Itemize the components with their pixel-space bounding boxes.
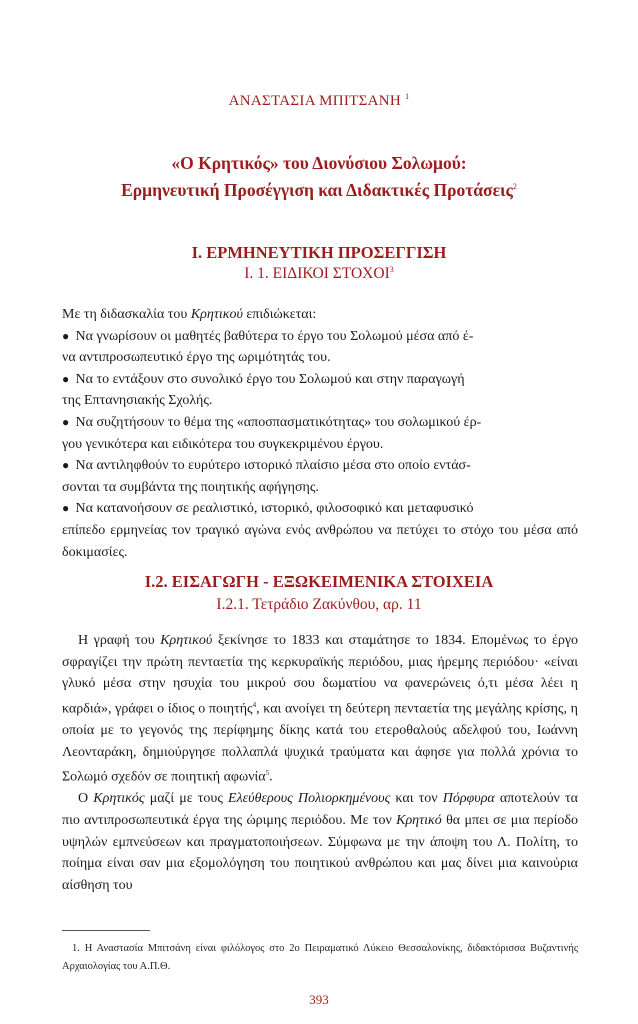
- p2-emphasis-1: Κρητικός: [93, 791, 145, 807]
- p2-text-d: αποτελούν τα πιο αντιπροσωπευτικά έργα της ώριμης περιόδου. Με τον: [62, 791, 578, 829]
- objective-text: Να το εντάξουν στο συνολικό έργο του Σολωμού και στην παραγωγή: [75, 371, 465, 387]
- objective-text: Να αντιληφθούν το ευρύτερο ιστορικό πλαίσιο μέσα στο οποίο εντάσ-: [75, 458, 471, 474]
- author-footnote-ref: 1: [405, 92, 410, 101]
- objective-text-cont: να αντιπροσωπευτικό έργο της ωριμότητάς του.: [62, 350, 331, 366]
- author-name: [0, 92, 638, 110]
- objective-text: Να γνωρίσουν οι μαθητές βαθύτερα το έργο του Σολωμού μέσα από έ-: [75, 328, 474, 344]
- objective-item: [62, 369, 578, 412]
- p1-emphasis: Κρητικού: [160, 633, 213, 648]
- objective-item: [62, 326, 578, 369]
- section-1-subheading: [0, 265, 638, 283]
- objectives-block: [62, 304, 578, 563]
- objective-text: Να κατανοήσουν σε ρεαλιστικό, ιστορικό, φιλοσοφικό και μεταφυσικό: [75, 501, 474, 517]
- p2-text-b: μαζί με τους: [144, 791, 229, 807]
- title-line-1: «Ο Κρητικός» του Διονύσιου Σολωμού:: [171, 153, 467, 173]
- title-footnote-ref: 2: [512, 182, 517, 191]
- intro-post: επιδιώκεται:: [242, 307, 317, 322]
- objectives-intro: [62, 304, 578, 326]
- bullet-icon: ●: [62, 458, 70, 473]
- p2-text-c: και τον: [390, 791, 443, 807]
- p1-text-a: Η γραφή του: [78, 633, 161, 648]
- footnote-ref-5: 5: [265, 769, 270, 778]
- p1-text-b: ξεκίνησε το 1833 και σταμάτησε το 1834. Επομένως το έργο σφραγίζει την πρώτη πενταετία της κερκυραϊκής περιόδου, μιας ήρεμης περιόδου· «είναι γλυκό μέσα στην ησυχία του μικρού σου δωματίου να φανερώνεις ό,τι μέσα λέει η καρδιά», γράφει ο ίδιος ο ποιητής: [62, 633, 579, 717]
- bullet-icon: ●: [62, 371, 70, 386]
- objective-text: Να συζητήσουν το θέμα της «αποσπασματικότητας» του σολωμικού έρ-: [75, 414, 482, 430]
- bullet-icon: ●: [62, 501, 70, 516]
- main-text: [62, 630, 578, 896]
- p1-text-c: , και ανοίγει τη δεύτερη πενταετία της μεγάλης κρίσης, η οποία με το γεγονός της περίφημης δίκης κατά του ετεροθαλούς αδελφού του, Ιωάννη Λεονταράκη, δημιούργησε πολλαπλά ψυχικά τραύματα και άφησε για πολλά χρόνια το Σολωμό σχεδόν σε ποιητική αφωνία: [62, 701, 578, 785]
- footnote-divider: [62, 930, 150, 931]
- section-2-subheading: Ι.2.1. Τετράδιο Ζακύνθου, αρ. 11: [216, 596, 422, 613]
- p2-emphasis-2: Ελεύθερους Πολιορκημένους: [228, 791, 391, 807]
- objective-text-cont: γου γενικότερα και ειδικότερα του συγκεκριμένου έργου.: [62, 436, 384, 452]
- footnote: [62, 940, 578, 976]
- article-title: [30, 151, 608, 202]
- title-line-2: Ερμηνευτική Προσέγγιση και Διδακτικές Προτάσεις: [121, 179, 513, 200]
- p2-emphasis-4: Κρητικό: [396, 813, 442, 829]
- intro-emphasis: Κρητικού: [190, 307, 243, 322]
- objective-text-cont: σονται τα συμβάντα της ποιητικής αφήγησης.: [62, 479, 319, 495]
- objective-item: [62, 412, 578, 455]
- author-text: ΑΝΑΣΤΑΣΙΑ ΜΠΙΤΣΑΝΗ: [228, 93, 402, 109]
- p2-text-e: θα μπει σε μια περίοδο υψηλών εμπνεύσεων και πραγματοποιήσεων. Σύμφωνα με την άποψη του Λ. Πολίτη, το ποίημα είναι σαν μια εξομολόγηση του ποιητικού ανθρώπου και μας δίνει μια καινούρια αίσθηση του: [62, 813, 578, 893]
- footnote-ref-4: 4: [252, 700, 257, 709]
- footnote-text: 1. Η Αναστασία Μπιτσάνη είναι φιλόλογος στο 2ο Πειραματικό Λύκειο Θεσσαλονίκης, διδακτόρισσα Βυζαντινής Αρχαιολογίας του Α.Π.Θ.: [62, 943, 578, 972]
- p1-text-d: .: [269, 769, 273, 785]
- objective-item: [62, 455, 578, 498]
- paragraph-1: [62, 630, 578, 788]
- page-number: 393: [309, 992, 329, 1007]
- p2-emphasis-3: Πόρφυρα: [442, 791, 495, 807]
- objective-item: [62, 498, 578, 563]
- objective-text-cont: της Επτανησιακής Σχολής.: [62, 393, 213, 409]
- p2-text-a: Ο: [78, 791, 94, 807]
- bullet-icon: ●: [62, 328, 70, 343]
- section-1-footnote-ref: 3: [389, 265, 394, 274]
- section-1-subheading-text: Ι. 1. ΕΙΔΙΚΟΙ ΣΤΟΧΟΙ: [244, 265, 390, 283]
- intro-pre: Με τη διδασκαλία του: [62, 307, 191, 322]
- section-2-heading: Ι.2. ΕΙΣΑΓΩΓΗ - ΕΞΩΚΕΙΜΕΝΙΚΑ ΣΤΟΙΧΕΙΑ: [144, 572, 494, 591]
- section-1-heading: Ι. ΕΡΜΗΝΕΥΤΙΚΗ ΠΡΟΣΕΓΓΙΣΗ: [191, 243, 447, 262]
- paragraph-2: [62, 788, 578, 896]
- objective-text-cont: επίπεδο ερμηνείας τον τραγικό αγώνα ενός ανθρώπου να πετύχει το στόχο του μέσα από δοκιμασίες.: [62, 522, 578, 560]
- bullet-icon: ●: [62, 414, 70, 429]
